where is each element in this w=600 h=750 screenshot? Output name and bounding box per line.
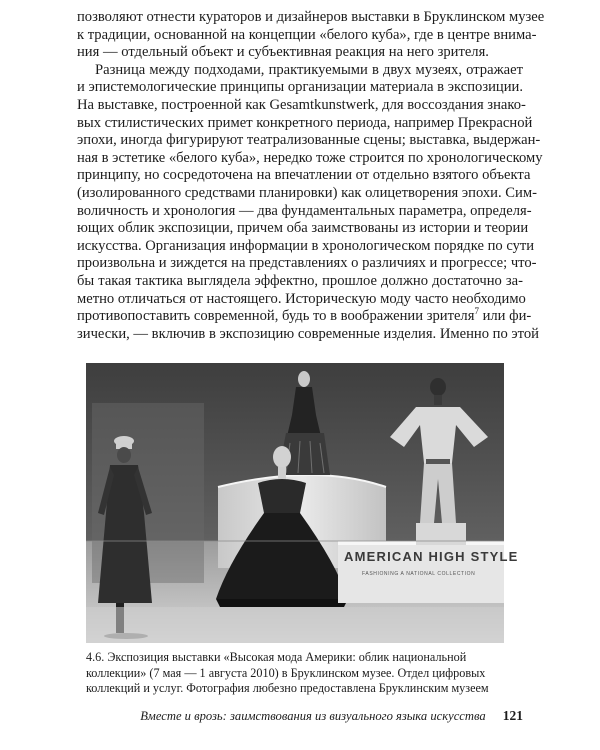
- caption-line: коллекции» (7 мая — 1 августа 2010) в Бруклинском музее. Отдел цифровых: [86, 665, 486, 680]
- exhibition-photo: [86, 363, 519, 643]
- text-line: [77, 306, 532, 326]
- text-line: ния — отдельный объект и субъективная реакция на него зрителя.: [77, 44, 489, 61]
- text-line: принципу, но сосредоточена на впечатлении от отдельно взятого объекта: [77, 167, 531, 184]
- page-number: 121: [502, 708, 523, 723]
- caption-line: 4.6. Экспозиция выставки «Высокая мода Америки: облик национальной: [86, 650, 467, 664]
- text-line-tail: или фи-: [478, 308, 532, 325]
- figure-caption: [86, 650, 504, 697]
- text-line: к традиции, основанной на концепции «белого куба», где в центре внима-: [77, 26, 537, 43]
- text-line: ющих облик экспозиции, причем оба заимствованы из истории и теории: [77, 220, 529, 237]
- text-line: воличность и хронология — два фундаментальных параметра, определя-: [77, 202, 532, 219]
- footnote-marker[interactable]: 7: [474, 306, 479, 317]
- text-line: вых стилистических примет конкретного периода, например Прекрасной: [77, 114, 533, 131]
- text-line-head: противопоставить современной, будь то в воображении зрителя: [77, 308, 475, 325]
- text-line: (изолированного средствами планировки) как олицетворения эпохи. Сим-: [77, 184, 537, 201]
- text-line: позволяют отнести кураторов и дизайнеров выставки в Бруклинском музее: [77, 9, 545, 25]
- text-line: Разница между подходами, практикуемыми в двух музеях, отражает: [95, 61, 523, 78]
- text-line: ная в эстетике «белого куба», нередко тоже строится по хронологическому: [77, 149, 543, 166]
- text-line: и эпистемологические принципы организации материала в экспозиции.: [77, 79, 523, 96]
- sign-text: AMERICAN HIGH STYLE: [344, 549, 519, 564]
- running-head: Вместе и врозь: заимствования из визуального языка искусства: [140, 709, 486, 723]
- body-text: [77, 9, 545, 343]
- text-line: произвольна и зиждется на представлениях о различиях и прогрессе; что-: [77, 255, 537, 272]
- text-line: метно отличаться от настоящего. Историческую моду часто необходимо: [77, 290, 526, 307]
- sign-subtext: FASHIONING A NATIONAL COLLECTION: [362, 571, 476, 577]
- text-line: бы такая тактика выглядела эффектно, прошлое должно достаточно за-: [77, 272, 523, 289]
- text-line: эпохи, иногда фигурируют театрализованные сцены; выставка, выдержан-: [77, 132, 541, 149]
- caption-line: коллекций и услуг. Фотография любезно предоставлена Бруклинским музеем: [86, 681, 489, 695]
- text-line: На выставке, построенной как Gesamtkunstwerk, для воссоздания знако-: [77, 96, 526, 113]
- text-line: искусства. Организация информации в хронологическом порядке по сути: [77, 237, 535, 254]
- text-line: зически, — включив в экспозицию современные изделия. Именно по этой: [77, 325, 539, 342]
- page-footer: [0, 705, 523, 725]
